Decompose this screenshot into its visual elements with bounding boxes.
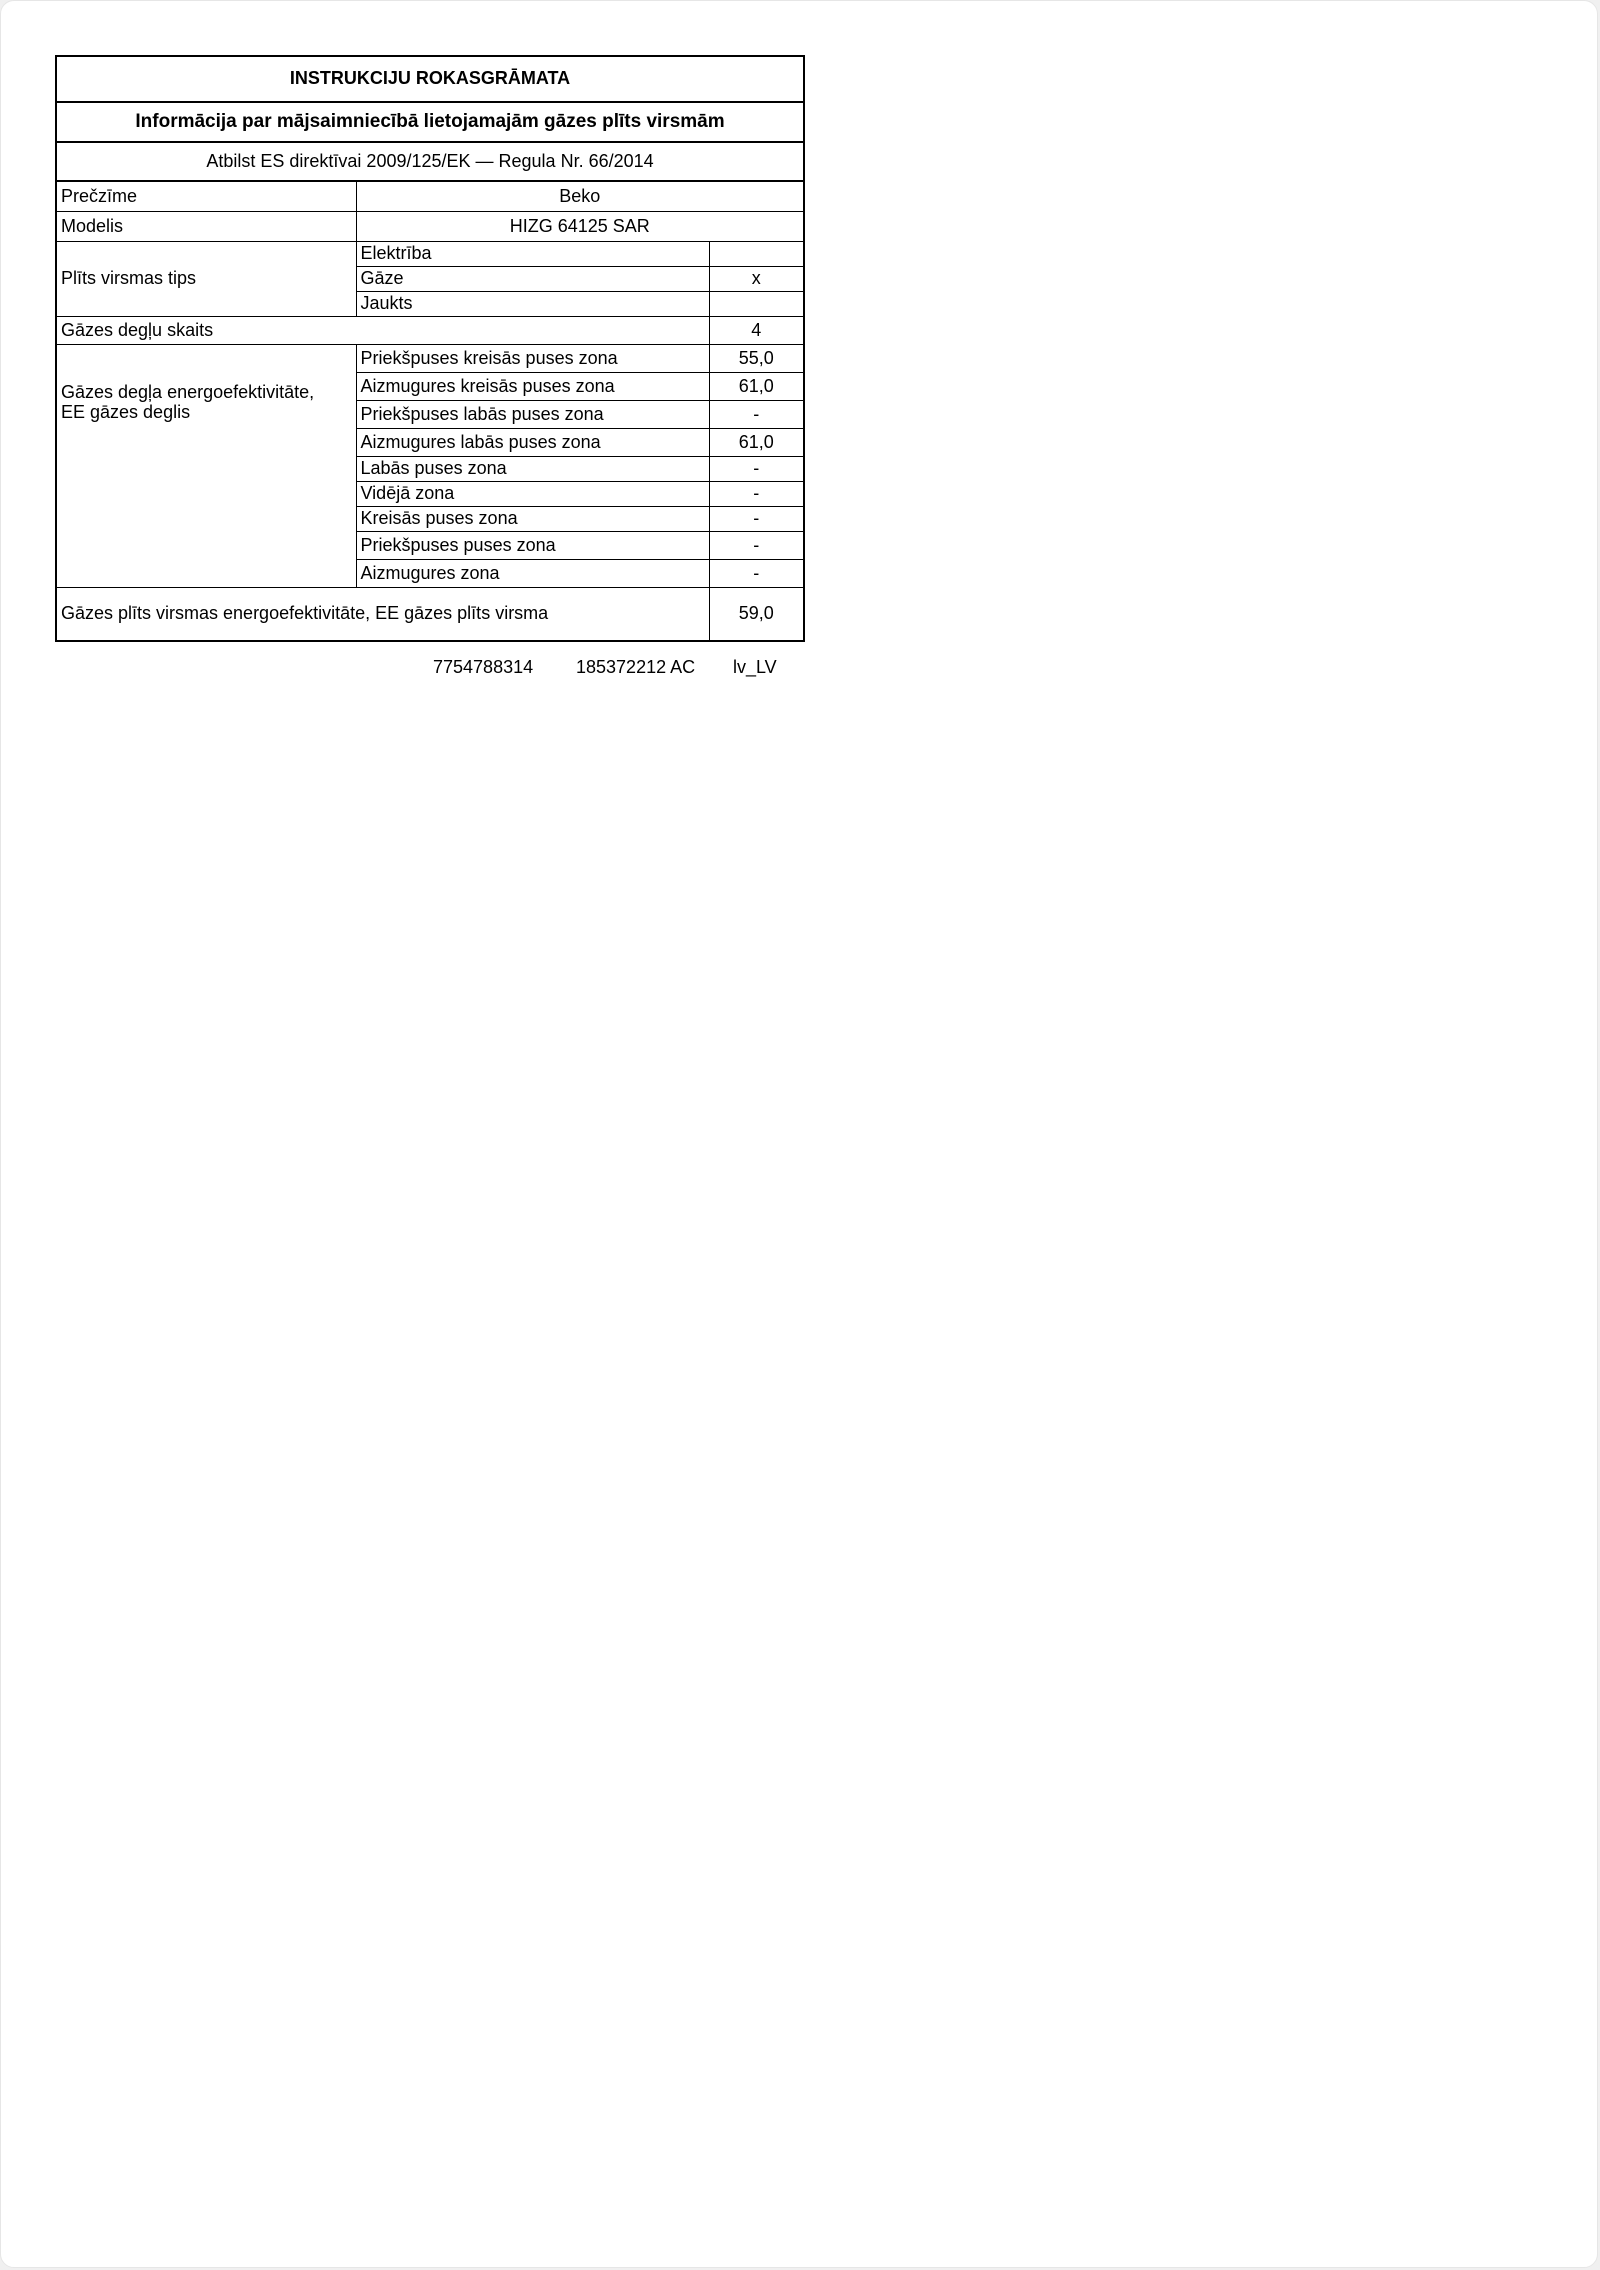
zone-value: - [709, 532, 804, 560]
hob-type-option-label: Gāze [356, 267, 709, 292]
footer-code: 7754788314 [433, 657, 534, 677]
brand-value: Beko [356, 181, 804, 212]
zone-label: Aizmugures kreisās puses zona [356, 373, 709, 401]
brand-label: Prečzīme [56, 181, 356, 212]
hob-efficiency-label: Gāzes plīts virsmas energoefektivitāte, EE gāzes plīts virsma [56, 588, 709, 642]
zone-label: Aizmugures labās puses zona [356, 429, 709, 457]
hob-type-option-value [709, 292, 804, 317]
zone-value: 61,0 [709, 429, 804, 457]
burner-efficiency-label-line2: EE gāzes deglis [61, 401, 191, 422]
burner-efficiency-label-line1: Gāzes degļa energoefektivitāte, [61, 382, 315, 402]
footer-locale: lv_LV [733, 657, 777, 677]
zone-label: Vidējā zona [356, 482, 709, 507]
burner-count-value: 4 [709, 317, 804, 345]
zone-label: Priekšpuses kreisās puses zona [356, 345, 709, 373]
burner-count-label: Gāzes degļu skaits [56, 317, 709, 345]
zone-value: - [709, 457, 804, 482]
hob-type-option-label: Jaukts [356, 292, 709, 317]
zone-value: - [709, 507, 804, 532]
hob-efficiency-value: 59,0 [709, 588, 804, 642]
zone-value: 55,0 [709, 345, 804, 373]
directive-reference: Atbilst ES direktīvai 2009/125/EK — Regula Nr. 66/2014 [56, 142, 804, 181]
zone-label: Aizmugures zona [356, 560, 709, 588]
hob-type-label: Plīts virsmas tips [56, 242, 356, 317]
zone-label: Kreisās puses zona [356, 507, 709, 532]
zone-label: Priekšpuses puses zona [356, 532, 709, 560]
zone-value: - [709, 560, 804, 588]
model-value: HIZG 64125 SAR [356, 212, 804, 242]
hob-type-option-value: x [709, 267, 804, 292]
zone-value: - [709, 401, 804, 429]
zone-label: Priekšpuses labās puses zona [356, 401, 709, 429]
hob-type-option-label: Elektrība [356, 242, 709, 267]
burner-efficiency-label [56, 345, 356, 588]
product-info-table [55, 55, 805, 642]
model-label: Modelis [56, 212, 356, 242]
zone-label: Labās puses zona [356, 457, 709, 482]
footer-revision-code: 185372212 AC [576, 657, 696, 677]
zone-value: - [709, 482, 804, 507]
document-subtitle: Informācija par mājsaimniecībā lietojamajām gāzes plīts virsmām [56, 102, 804, 142]
document-title: INSTRUKCIJU ROKASGRĀMATA [56, 56, 804, 102]
zone-value: 61,0 [709, 373, 804, 401]
hob-type-option-value [709, 242, 804, 267]
